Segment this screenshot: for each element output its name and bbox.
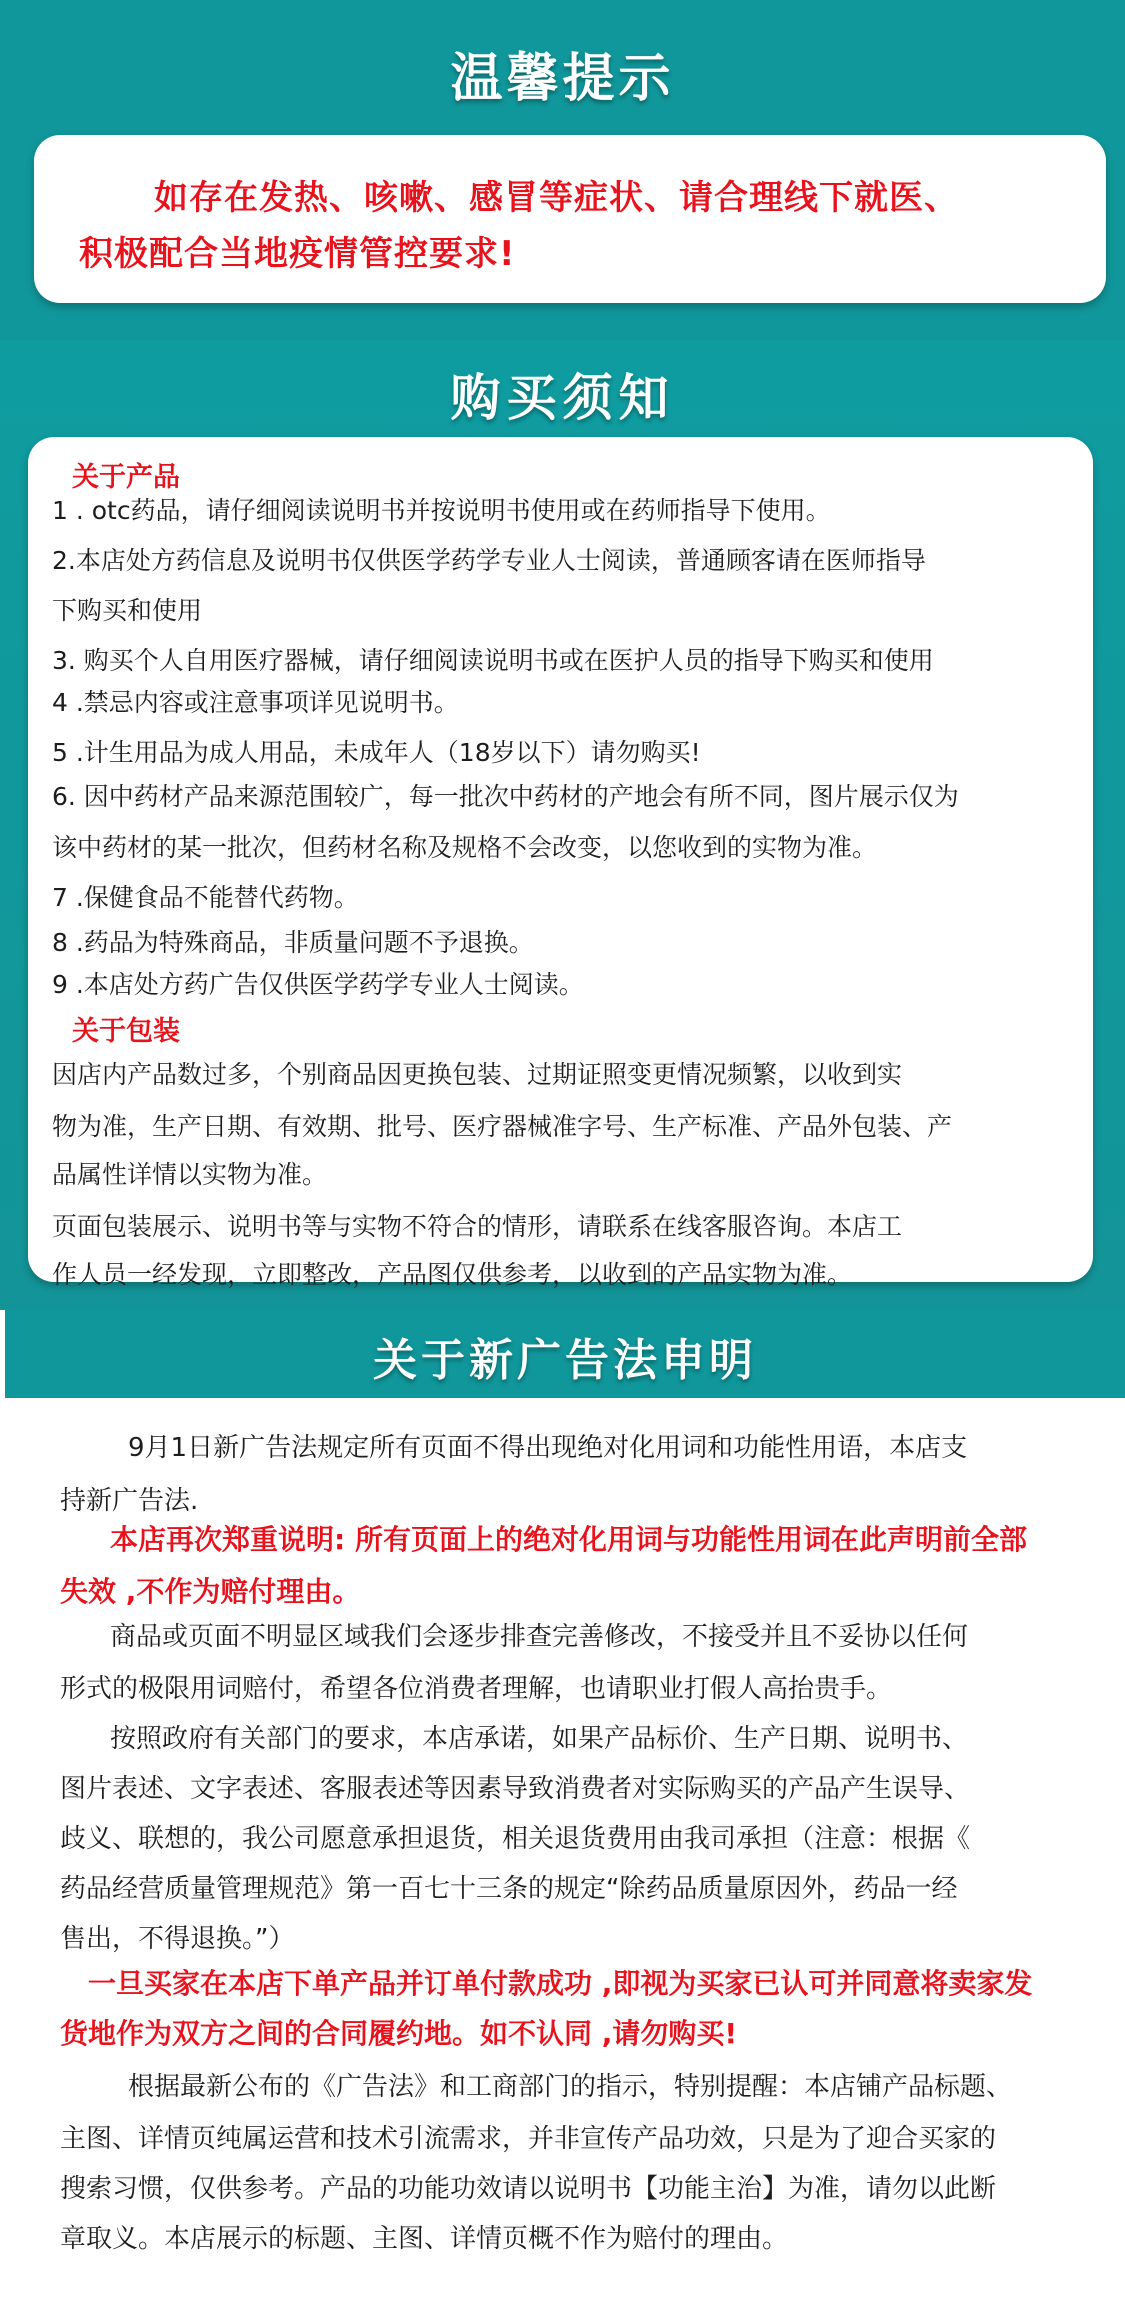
ad-law-line: 图片表述、文字表述、客服表述等因素导致消费者对实际购买的产品产生误导、 (60, 1774, 971, 1804)
packaging-heading: 关于包装 (72, 1016, 180, 1047)
packaging-line: 作人员一经发现，立即整改，产品图仅供参考，以收到的产品实物为准。 (52, 1260, 853, 1289)
packaging-line: 因店内产品数过多，个别商品因更换包装、过期证照变更情况频繁，以收到实 (52, 1060, 903, 1089)
packaging-line: 物为准，生产日期、有效期、批号、医疗器械准字号、生产标准、产品外包装、产 (52, 1112, 953, 1141)
purchase-section (0, 340, 1125, 1310)
ad-law-line: 形式的极限用词赔付，希望各位消费者理解，也请职业打假人高抬贵手。 (60, 1674, 893, 1704)
ad-law-red-line: 失效 ,不作为赔付理由。 (60, 1575, 361, 1608)
ad-law-header (5, 1310, 1125, 1398)
ad-law-line: 售出，不得退换。”） (60, 1924, 295, 1954)
ad-law-line: 搜索习惯，仅供参考。产品的功能功效请以说明书【功能主治】为准，请勿以此断 (60, 2174, 997, 2204)
ad-law-line: 章取义。本店展示的标题、主图、详情页概不作为赔付的理由。 (60, 2224, 789, 2254)
ad-law-line: 药品经营质量管理规范》第一百七十三条的规定“除药品质量原因外，药品一经 (60, 1874, 958, 1904)
ad-law-line: 商品或页面不明显区域我们会逐步排查完善修改，不接受并且不妥协以任何 (110, 1622, 969, 1652)
notice-line-2: 积极配合当地疫情管控要求! (79, 234, 516, 274)
purchase-item: 下购买和使用 (52, 596, 203, 625)
ad-law-line: 9月1日新广告法规定所有页面不得出现绝对化用词和功能性用语，本店支 (128, 1433, 968, 1463)
purchase-item: 3. 购买个人自用医疗器械，请仔细阅读说明书或在医护人员的指导下购买和使用 (52, 646, 934, 675)
ad-law-line: 根据最新公布的《广告法》和工商部门的指示，特别提醒：本店铺产品标题、 (128, 2072, 1013, 2102)
packaging-line: 页面包装展示、说明书等与实物不符合的情形，请联系在线客服咨询。本店工 (52, 1212, 903, 1241)
notice-line-1: 如存在发热、咳嗽、感冒等症状、请合理线下就医、 (154, 178, 959, 218)
purchase-item: 4 .禁忌内容或注意事项详见说明书。 (52, 688, 459, 717)
ad-law-red-line: 一旦买家在本店下单产品并订单付款成功 ,即视为买家已认可并同意将卖家发 (88, 1967, 1033, 2000)
ad-law-red-line: 本店再次郑重说明: 所有页面上的绝对化用词与功能性用词在此声明前全部 (110, 1523, 1027, 1556)
purchase-item: 2.本店处方药信息及说明书仅供医学药学专业人士阅读，普通顾客请在医师指导 (52, 546, 926, 575)
purchase-item: 9 .本店处方药广告仅供医学药学专业人士阅读。 (52, 970, 584, 999)
ad-law-line: 持新广告法. (60, 1486, 199, 1516)
purchase-item: 1 . otc药品，请仔细阅读说明书并按说明书使用或在药师指导下使用。 (52, 496, 831, 525)
notice-section (0, 0, 1125, 340)
ad-law-red-line: 货地作为双方之间的合同履约地。如不认同 ,请勿购买! (60, 2017, 738, 2050)
product-heading: 关于产品 (72, 462, 180, 493)
purchase-item: 6. 因中药材产品来源范围较广，每一批次中药材的产地会有所不同，图片展示仅为 (52, 782, 959, 811)
ad-law-title: 关于新广告法申明 (373, 1335, 757, 1386)
ad-law-line: 按照政府有关部门的要求，本店承诺，如果产品标价、生产日期、说明书、 (110, 1724, 969, 1754)
notice-title: 温馨提示 (450, 49, 675, 109)
purchase-card (28, 437, 1093, 1289)
notice-card (34, 135, 1106, 303)
ad-law-line: 主图、详情页纯属运营和技术引流需求，并非宣传产品功效，只是为了迎合买家的 (60, 2124, 997, 2154)
ad-law-line: 歧义、联想的，我公司愿意承担退货，相关退货费用由我司承担（注意：根据《 (60, 1824, 971, 1854)
purchase-item: 5 .计生用品为成人用品，未成年人（18岁以下）请勿购买! (52, 738, 701, 767)
purchase-title: 购买须知 (450, 369, 675, 427)
purchase-item: 8 .药品为特殊商品，非质量问题不予退换。 (52, 928, 534, 957)
packaging-line: 品属性详情以实物为准。 (52, 1160, 328, 1189)
purchase-item: 该中药材的某一批次，但药材名称及规格不会改变，以您收到的实物为准。 (52, 833, 878, 862)
purchase-item: 7 .保健食品不能替代药物。 (52, 883, 359, 912)
